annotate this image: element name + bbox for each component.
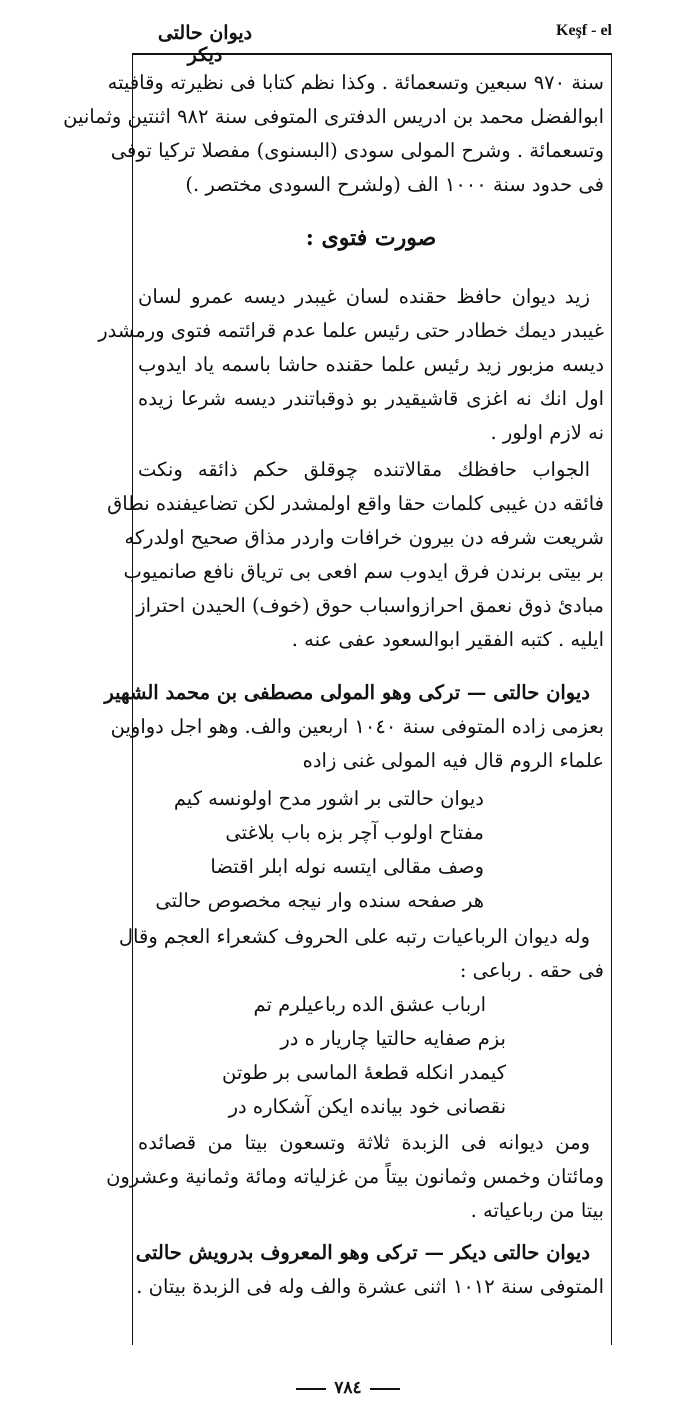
text-line: بيتا من رباعياته . bbox=[470, 1199, 604, 1222]
rubai-line: بزم صفايه حالتيا چاريار ه در bbox=[280, 1027, 506, 1050]
poem-verse: مفتاح اولوب آچر بزه باب بلاغتى bbox=[225, 821, 484, 844]
text-line: وتسعمائة . وشرح المولى سودى (البسنوى) مفصلا تركيا توفى bbox=[110, 139, 604, 162]
poem-verse: هر صفحه سنده وار نيجه مخصوص حالتى bbox=[155, 889, 484, 912]
entry-divan-halati bbox=[104, 676, 604, 778]
text-line: بر بيتى برندن فرق ايدوب سم افعى بى ترياق نافع صانميوب bbox=[123, 560, 604, 583]
text-line: ايليه . كتبه الفقير ابوالسعود عفى عنه . bbox=[291, 628, 604, 651]
text-line: اول انك نه اغزى قاشيقيدر بو ذوقباتندر ديسه شرعا زيده bbox=[138, 387, 604, 410]
rubai-line: كيمدر انكله قطعهٔ الماسى بر طوتن bbox=[221, 1061, 506, 1084]
text-line: ابوالفضل محمد بن ادريس الدفترى المتوفى سنة ٩٨٢ اثنتين وثمانين bbox=[63, 105, 604, 128]
page-number-value: ٧٨٤ bbox=[334, 1378, 362, 1398]
text-line: غيبدر ديمك خطادر حتى رئيس علما عدم قرائتمه فتوى ورمشدر bbox=[98, 319, 604, 342]
page-number bbox=[0, 1378, 696, 1398]
poem-block bbox=[155, 782, 484, 918]
section-heading: صورت فتوى : bbox=[305, 225, 437, 251]
running-title: ديوان حالتى ديكر bbox=[157, 22, 253, 66]
text-line: فى حقه . رباعى : bbox=[459, 959, 604, 982]
text-line: ومن ديوانه فى الزبدة ثلاثة وتسعون بيتا من قصائده bbox=[138, 1131, 590, 1154]
dash-right bbox=[370, 1388, 400, 1390]
text-line: فى حدود سنة ١٠٠٠ الف (ولشرح السودى مختصر .) bbox=[185, 173, 604, 196]
running-head: Keşf - el bbox=[556, 22, 612, 39]
poem-verse: ديوان حالتى بر اشور مدح اولونسه كيم bbox=[173, 787, 484, 810]
text-line: وله ديوان الرباعيات رتبه على الحروف كشعراء العجم وقال bbox=[118, 925, 590, 948]
text-line: ديسه مزبور زيد رئيس علما حقنده حاشا باسمه ياد ايدوب bbox=[138, 353, 604, 376]
text-line: بعزمى زاده المتوفى سنة ١٠٤٠ اربعين والف. وهو اجل دواوين bbox=[110, 715, 604, 738]
closing-paragraph bbox=[106, 1126, 604, 1228]
fatwa-question bbox=[98, 280, 604, 450]
entry-divan-halati-diger bbox=[135, 1236, 604, 1304]
rubai-line: ارباب عشق الده رباعيلرم تم bbox=[253, 993, 486, 1016]
text-line: علماء الروم قال فيه المولى غنى زاده bbox=[302, 749, 604, 772]
continuation-paragraph bbox=[63, 66, 604, 202]
text-line: نه لازم اولور . bbox=[490, 421, 604, 444]
text-line: الجواب حافظك مقالاتنده چوقلق حكم ذائقه ونكت bbox=[138, 458, 590, 481]
text-line: فائقه دن غيبى كلمات حقا واقع اولمشدر لكن تضاعيفنده نطاق bbox=[107, 492, 604, 515]
text-line: مبادئ ذوق نعمق احرازواسباب حوق (خوف) الحيدن احتراز bbox=[136, 594, 604, 617]
text-line: زيد ديوان حافظ حقنده لسان غيبدر ديسه عمرو لسان bbox=[138, 285, 590, 308]
rubai-intro bbox=[118, 920, 604, 988]
entry-title-line: ديوان حالتى — تركى وهو المولى مصطفى بن محمد الشهير bbox=[104, 681, 590, 704]
entry-title-line: ديوان حالتى ديكر — تركى وهو المعروف بدرويش حالتى bbox=[135, 1241, 590, 1264]
rubai-block bbox=[222, 988, 506, 1124]
text-line: شريعت شرفه دن بيرون خرافات واردر مذاق صحيح اولدركه bbox=[124, 526, 604, 549]
text-line: المتوفى سنة ١٠١٢ اثنى عشرة والف وله فى الزبدة بيتان . bbox=[136, 1275, 604, 1298]
text-line: ومائتان وخمس وثمانون بيتاً من غزلياته ومائة وثمانية وعشرون bbox=[106, 1165, 604, 1188]
dash-left bbox=[296, 1388, 326, 1390]
poem-verse: وصف مقالى ايتسه نوله ابلر اقتضا bbox=[210, 855, 484, 878]
rubai-line: نقصانى خود بيانده ايكن آشكاره در bbox=[228, 1095, 506, 1118]
text-line: سنة ٩٧٠ سبعين وتسعمائة . وكذا نظم كتابا فى نظيرته وقافيته bbox=[107, 71, 604, 94]
fatwa-answer bbox=[107, 453, 604, 657]
